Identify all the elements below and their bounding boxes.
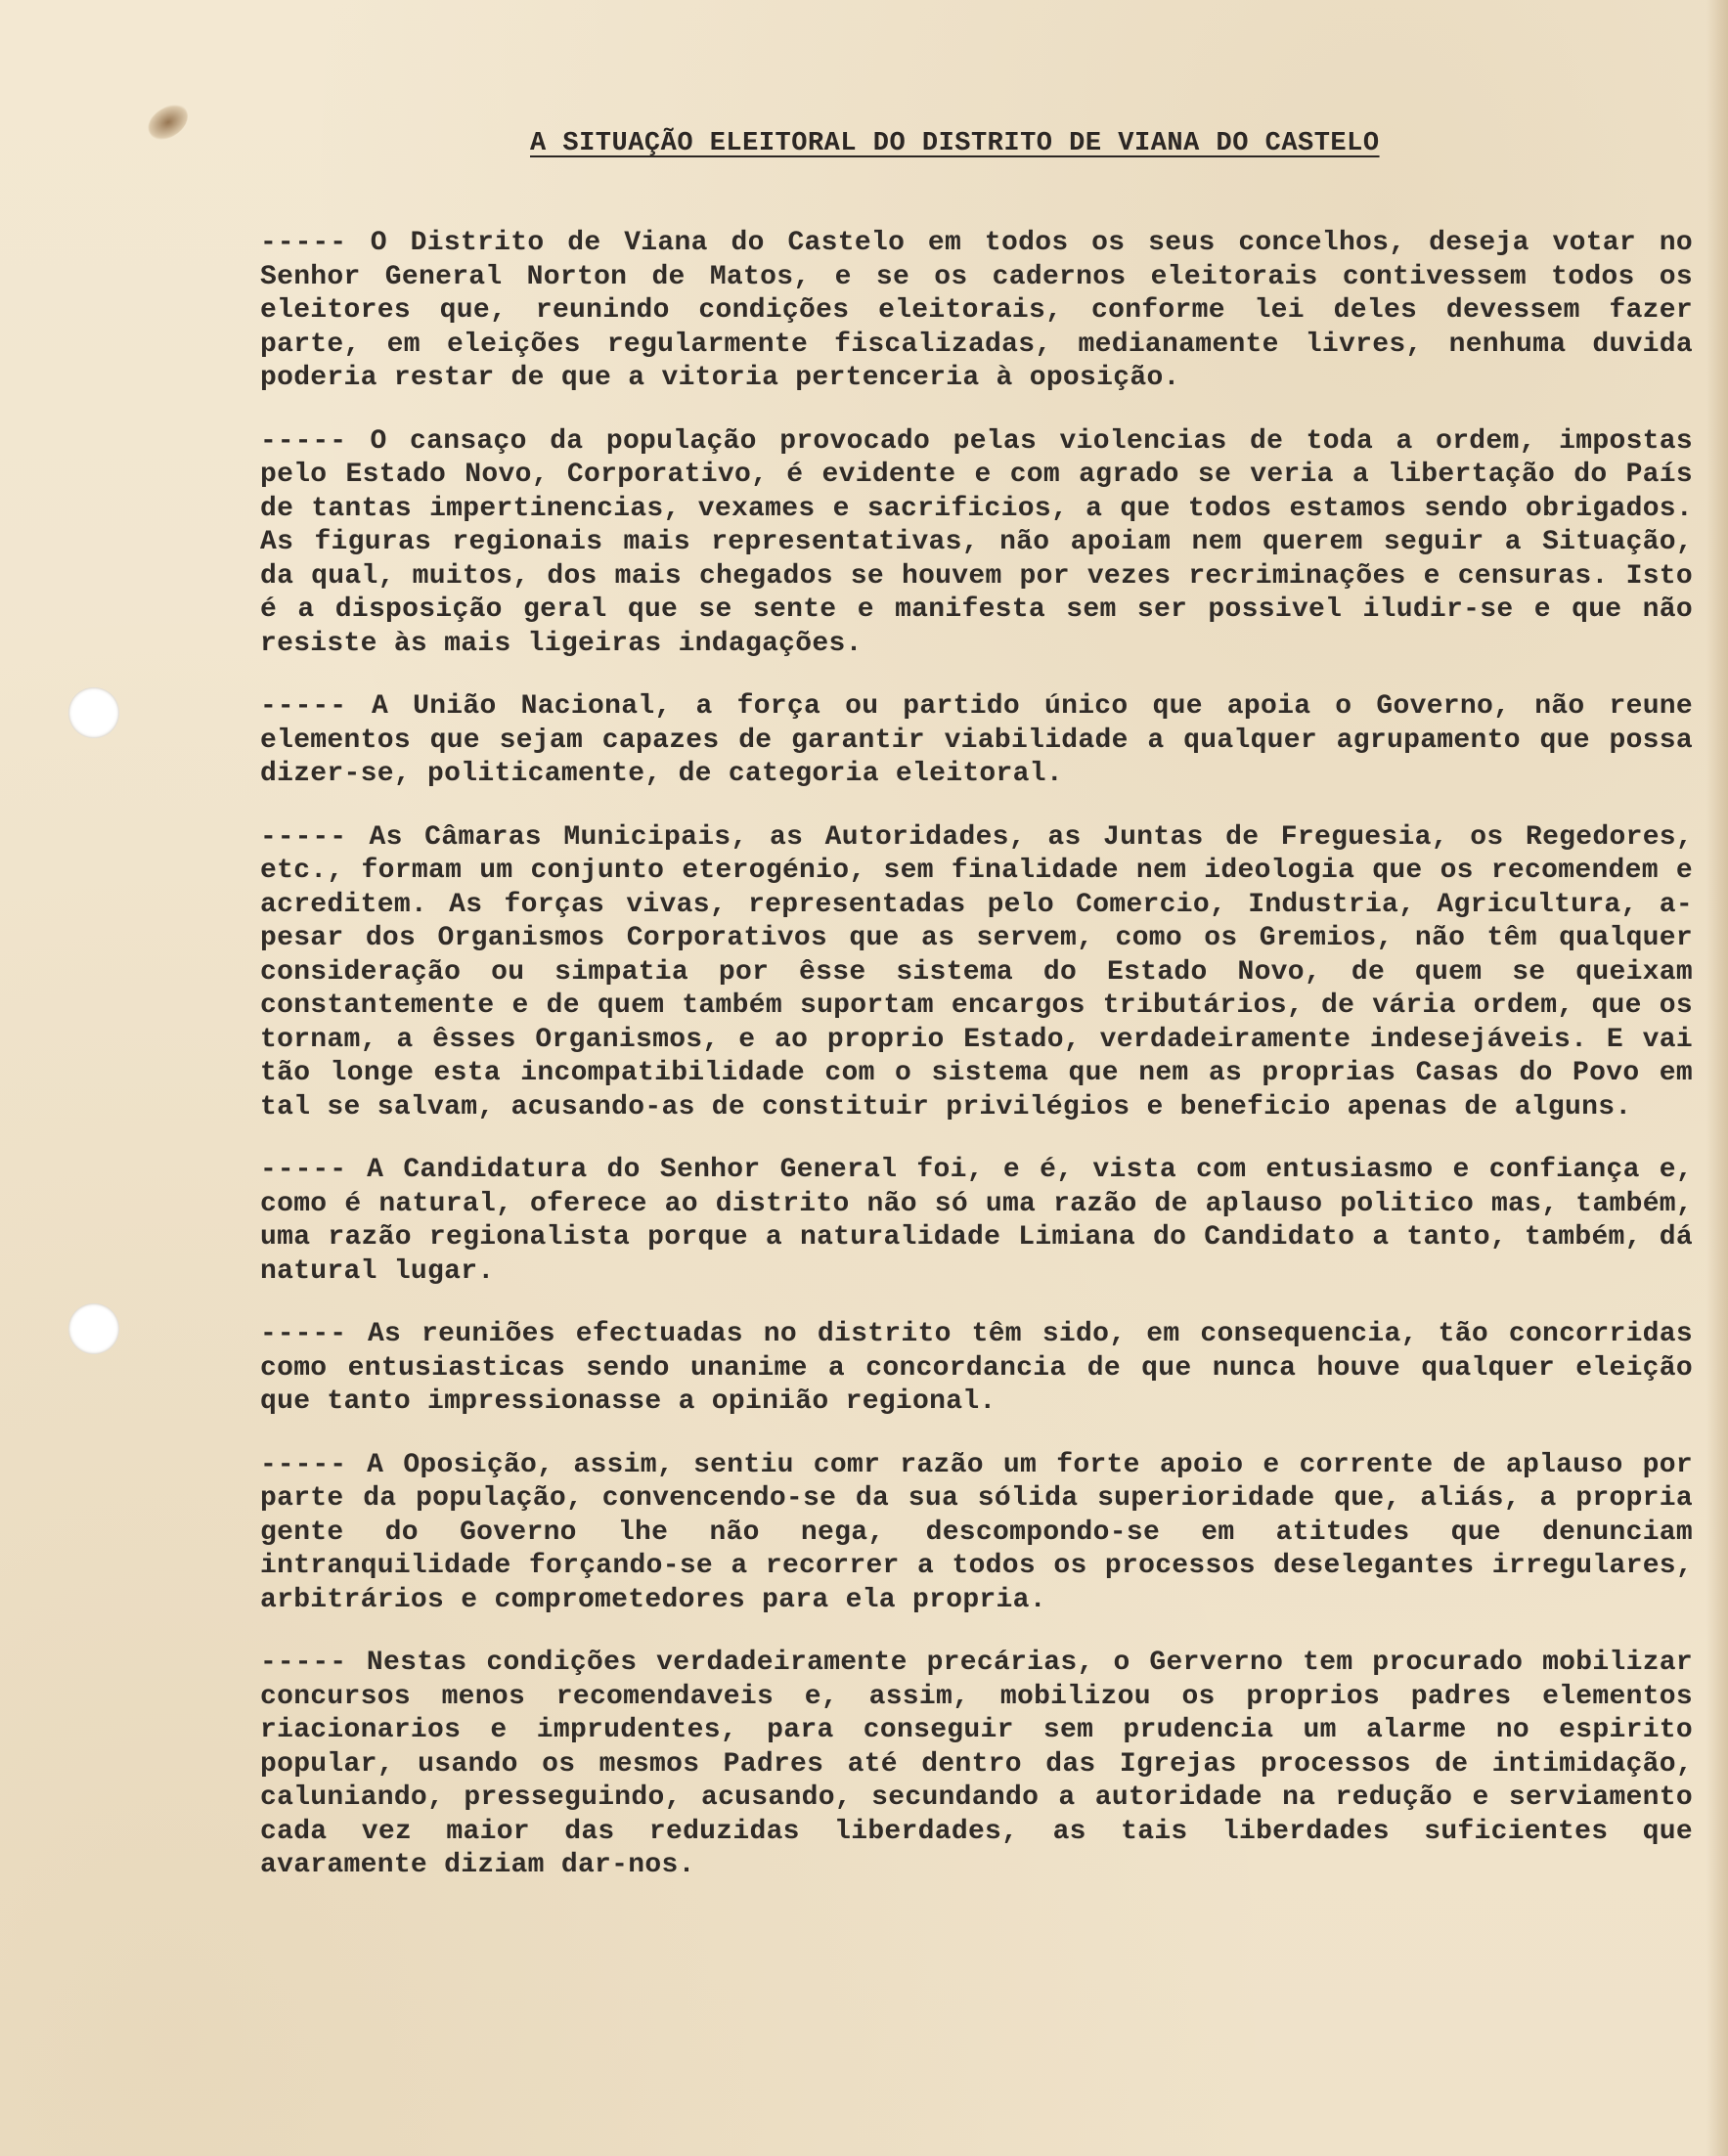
document-body [260, 227, 1693, 1913]
punch-hole [68, 687, 119, 738]
paragraph-prefix: ----- [260, 1319, 348, 1349]
paragraph-prefix: ----- [260, 1155, 348, 1185]
paragraph [260, 425, 1693, 662]
paragraph-prefix: ----- [260, 691, 348, 722]
paragraph-text: O cansaço da população provocado pelas violencias de toda a ordem, impostas pelo Estado Novo, Corporativo, é evidente e com agrado se veria a libertação do País de tantas impertinencias, vexames e sacrificios, a que todos estamos sendo obrigados. As figuras regionais mais representativas, não apoiam nem querem seguir a Situação, da qual, muitos, dos mais chegados se houvem por vezes recriminações e censuras. Isto é a disposição geral que se sente e manifesta sem ser possivel iludir-se e que não resiste às mais ligeiras indagações. [260, 425, 1693, 659]
paragraph [260, 690, 1693, 792]
paragraph [260, 1318, 1693, 1420]
punch-hole [68, 1303, 119, 1354]
paragraph-text: A Candidatura do Senhor General foi, e é, vista com entusiasmo e confiança e, como é natural, oferece ao distrito não só uma razão de aplauso politico mas, também, uma razão regionalista porque a naturalidade Limiana do Candidato a tanto, também, dá natural lugar. [260, 1155, 1693, 1287]
rust-stain [142, 99, 194, 146]
paragraph [260, 227, 1693, 396]
paragraph-prefix: ----- [260, 821, 348, 853]
paragraph [260, 1647, 1693, 1883]
paragraph-prefix: ----- [260, 425, 348, 457]
paragraph-text: As Câmaras Municipais, as Autoridades, as Juntas de Freguesia, os Regedores, etc., formam um conjunto eterogénio, sem finalidade nem ideologia que os recomendem e acreditem. As forças vivas, representadas pelo Comercio, Industria, Agricultura, a-pesar dos Organismos Corporativos que as servem, como os Gremios, não têm qualquer consideração ou simpatia por êsse sistema do Estado Novo, de quem se queixam constantemente e de quem também suportam encargos tributários, de vária ordem, que os tornam, a êsses Organismos, e ao proprio Estado, verdadeiramente indesejáveis. E vai tão longe esta incompatibilidade com o sistema que nem as proprias Casas do Povo em tal se salvam, acusando-as de constituir privilégios e beneficio apenas de alguns. [260, 821, 1694, 1122]
paragraph-prefix: ----- [260, 1648, 348, 1678]
paragraph [260, 1154, 1693, 1289]
paragraph-text: A União Nacional, a força ou partido único que apoia o Governo, não reune elementos que sejam capazes de garantir viabilidade a qualquer agrupamento que possa dizer-se, politicamente, de categoria eleitoral. [260, 691, 1694, 789]
paragraph [260, 1449, 1693, 1618]
paragraph-prefix: ----- [260, 228, 348, 258]
paragraph-text: Nestas condições verdadeiramente precárias, o Gerverno tem procurado mobilizar concursos menos recomendaveis e, assim, mobilizou os proprios padres elementos riacionarios e imprudentes, para conseguir sem prudencia um alarme no espirito popular, usando os mesmos Padres até dentro das Igrejas processos de intimidação, caluniando, presseguindo, acusando, secundando a autoridade na redução e serviamento cada vez maior das reduzidas liberdades, as tais liberdades suficientes que avaramente diziam dar-nos. [260, 1648, 1694, 1880]
document-title: A SITUAÇÃO ELEITORAL DO DISTRITO DE VIANA DO CASTELO [530, 129, 1380, 158]
paper-edge [1706, 0, 1728, 2156]
paragraph [260, 821, 1693, 1125]
paragraph-text: As reuniões efectuadas no distrito têm sido, em consequencia, tão concorridas como entusiasticas sendo unanime a concordancia de que nunca houve qualquer eleição que tanto impressionasse a opinião regional. [260, 1319, 1693, 1417]
paragraph-text: O Distrito de Viana do Castelo em todos os seus concelhos, deseja votar no Senhor General Norton de Matos, e se os cadernos eleitorais contivessem todos os eleitores que, reunindo condições eleitorais, conforme lei deles devessem fazer parte, em eleições regularmente fiscalizadas, medianamente livres, nenhuma duvida poderia restar de que a vitoria pertenceria à oposição. [260, 228, 1693, 393]
paragraph-text: A Oposição, assim, sentiu comr razão um forte apoio e corrente de aplauso por parte da população, convencendo-se da sua sólida superioridade que, aliás, a propria gente do Governo lhe não nega, descompondo-se em atitudes que denunciam intranquilidade forçando-se a recorrer a todos os processos deselegantes irregulares, arbitrários e comprometedores para ela propria. [260, 1449, 1693, 1615]
paragraph-prefix: ----- [260, 1449, 348, 1480]
